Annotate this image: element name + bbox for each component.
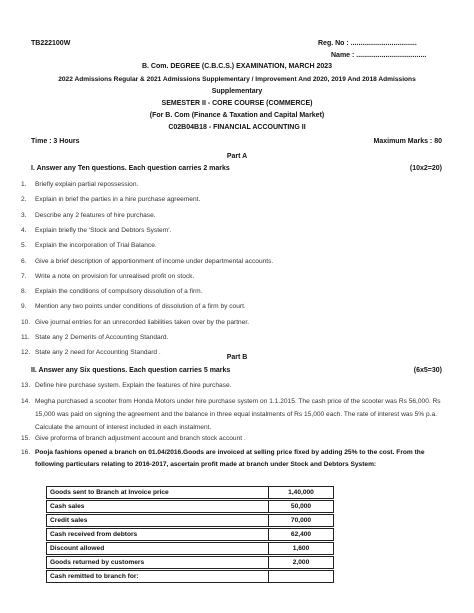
question-text: Write a note on provision for unrealised profit on stock. <box>35 272 195 280</box>
question-number: 3. <box>21 211 27 219</box>
part-a-instruction: I. Answer any Ten questions. Each question carries 2 marks <box>31 165 230 172</box>
admissions-line-2: Supplementary <box>211 88 263 95</box>
particular-label: Cash sales <box>47 501 269 513</box>
time-label: Time : 3 Hours <box>31 138 80 145</box>
admissions-line-1: 2022 Admissions Regular & 2021 Admissions Supplementary / Improvement And 2020, 2019 And 2018 Admissions <box>58 76 416 83</box>
question-text: Pooja fashions opened a branch on 01.04/2016.Goods are invoiced at selling price fixed by adding 25% to the cost. From the following particulars relating to 2016-2017, ascertain profit made at branch under Stock and Debtors System: <box>35 449 425 468</box>
particular-label: Cash remitted to branch for: <box>47 571 269 583</box>
particular-amount <box>269 571 334 583</box>
question-number: 4. <box>21 226 27 234</box>
part-b-title: Part B <box>226 354 248 361</box>
question-text: Explain the conditions of compulsory dissolution of a firm. <box>35 288 203 296</box>
table-row <box>47 571 334 583</box>
question-number: 5. <box>21 242 27 250</box>
question-number: 11. <box>21 334 30 341</box>
particular-amount: 1,600 <box>269 543 334 555</box>
particular-amount: 70,000 <box>269 515 334 527</box>
table-row <box>47 529 334 541</box>
table-row <box>47 515 334 527</box>
question-text: Define hire purchase system. Explain the features of hire purchase. <box>35 382 232 389</box>
question-number: 8. <box>21 288 27 296</box>
part-b-marks: (6x5=30) <box>413 367 442 374</box>
question-text: Give a brief description of apportionment of income under departmental accounts. <box>35 257 274 265</box>
particular-label: Credit sales <box>47 515 269 527</box>
particular-label: Cash received from debtors <box>47 529 269 541</box>
max-marks-label: Maximum Marks : 80 <box>373 138 442 145</box>
part-a-title: Part A <box>226 153 248 160</box>
paper-code: TB222100W <box>31 40 71 47</box>
particular-label: Goods returned by customers <box>47 557 269 569</box>
question-number: 10. <box>21 318 31 326</box>
particular-label: Goods sent to Branch at Invoice price <box>47 487 269 499</box>
question-text: Briefly explain partial repossession. <box>35 181 139 188</box>
question-text: Explain in brief the parties in a hire purchase agreement. <box>35 196 201 204</box>
question-text: State any 2 Demerits of Accounting Standard. <box>35 334 169 341</box>
stream-title: (For B. Com (Finance & Taxation and Capital Market) <box>149 112 325 119</box>
question-number: 12. <box>21 349 31 357</box>
table-row <box>47 501 334 513</box>
question-text: Mention any two points under conditions of dissolution of a firm by court. <box>35 303 246 311</box>
name-field: Name : .................................... <box>331 52 427 59</box>
question-number: 13. <box>21 382 31 389</box>
branch-particulars-table <box>46 486 334 583</box>
question-text: Explain the incorporation of Trial Balance. <box>35 242 157 250</box>
question-number: 16. <box>21 449 31 456</box>
part-b-instruction: II. Answer any Six questions. Each question carries 5 marks <box>31 367 231 374</box>
question-number: 15. <box>21 435 31 442</box>
table-row <box>47 487 334 499</box>
question-number: 14. <box>21 398 31 405</box>
question-number: 2. <box>21 196 27 204</box>
table-row <box>47 557 334 569</box>
part-a-marks: (10x2=20) <box>409 165 442 172</box>
particular-amount: 2,000 <box>269 557 334 569</box>
table-row <box>47 543 334 555</box>
particular-amount: 50,000 <box>269 501 334 513</box>
question-text: Describe any 2 features of hire purchase. <box>35 211 156 219</box>
question-number: 6. <box>21 257 27 265</box>
question-text: Megha purchased a scooter from Honda Motors under hire purchase system on 1.1.2015. The cash price of the scooter was Rs 56,000. Rs 15,000 was paid on signing the agreement and the balance in three equal instalments of Rs 15,000 each. The rate of interest was 5% p.a. Calculate the amount of interest included in each instalment. <box>35 398 441 431</box>
particular-amount: 1,40,000 <box>269 487 334 499</box>
course-title: C02B04B18 - FINANCIAL ACCOUNTING II <box>168 124 306 131</box>
question-number: 7. <box>21 272 27 280</box>
question-number: 9. <box>21 303 27 311</box>
reg-no-field: Reg. No : .................................. <box>318 40 417 47</box>
question-text: Explain briefly the 'Stock and Debtors System'. <box>35 226 172 234</box>
particular-label: Discount allowed <box>47 543 269 555</box>
question-number: 1. <box>21 181 27 188</box>
question-text: Give proforma of branch adjustment account and branch stock account . <box>35 435 246 442</box>
exam-title: B. Com. DEGREE (C.B.C.S.) EXAMINATION, MARCH 2023 <box>141 63 333 70</box>
particular-amount: 62,400 <box>269 529 334 541</box>
question-text: State any 2 need for Accounting Standard . <box>35 349 161 357</box>
semester-title: SEMESTER II - CORE COURSE (COMMERCE) <box>161 100 313 107</box>
question-text: Give journal entries for an unrecorded liabilities taken over by the partner. <box>35 318 250 326</box>
